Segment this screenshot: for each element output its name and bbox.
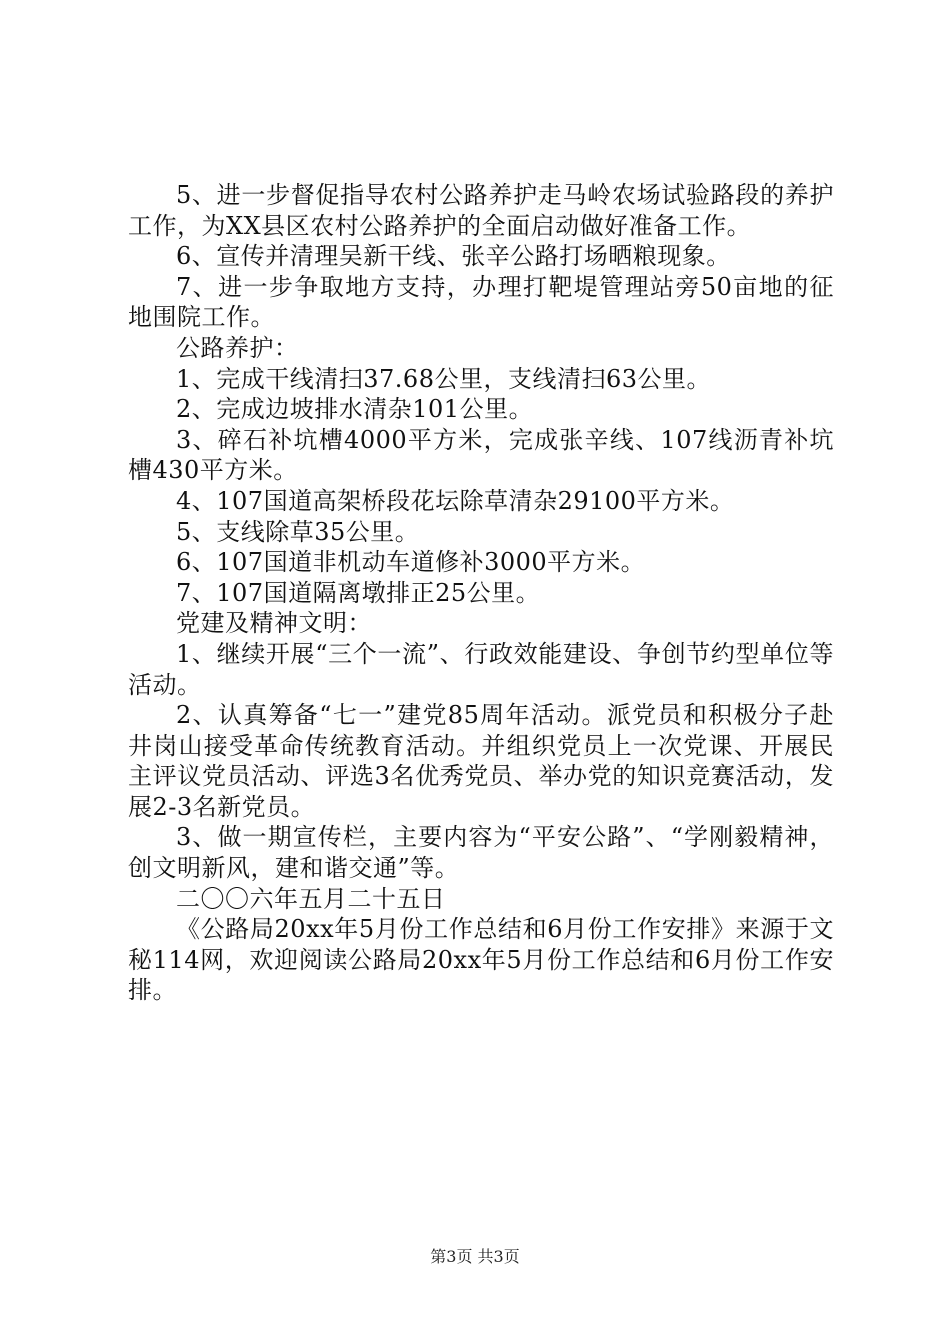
maintenance-item-2: 2、完成边坡排水清杂101公里。 (176, 395, 534, 424)
page-number-footer: 第3页 共3页 (430, 1247, 520, 1266)
maintenance-item-5: 5、支线除草35公里。 (176, 517, 420, 546)
maintenance-item-4: 4、107国道高架桥段花坛除草清杂29100平方米。 (176, 486, 735, 515)
maintenance-item-7: 7、107国道隔离墩排正25公里。 (176, 578, 541, 607)
paragraph-item-6-publicity: 6、宣传并清理吴新干线、张辛公路打场晒粮现象。 (176, 242, 731, 271)
maintenance-item-1: 1、完成干线清扫37.68公里，支线清扫63公里。 (176, 364, 712, 393)
party-item-1: 1、继续开展“三个一流”、行政效能建设、争创节约型单位等活动。 (128, 639, 834, 699)
maintenance-item-3: 3、碎石补坑槽4000平方米，完成张辛线、107线沥青补坑槽430平方米。 (128, 425, 834, 485)
maintenance-item-6: 6、107国道非机动车道修补3000平方米。 (176, 548, 646, 577)
paragraph-item-7-land-acquisition: 7、进一步争取地方支持，办理打靶堤管理站旁50亩地的征地围院工作。 (128, 272, 834, 332)
paragraph-item-5-road-maintenance: 5、进一步督促指导农村公路养护走马岭农场试验路段的养护工作，为XX县区农村公路养护的全面启动做好准备工作。 (128, 181, 834, 240)
party-item-3: 3、做一期宣传栏，主要内容为“平安公路”、“学刚毅精神，创文明新风，建和谐交通”等。 (128, 823, 834, 883)
document-body (128, 180, 834, 1006)
party-item-2: 2、认真筹备“七一”建党85周年活动。派党员和积极分子赴井岗山接受革命传统教育活动。并组织党员上一次党课、开展民主评议党员活动、评选3名优秀党员、举办党的知识竞赛活动，发展2-3名新党员。 (128, 701, 834, 821)
section-heading-road-maintenance: 公路养护： (176, 333, 299, 362)
section-heading-party-building: 党建及精神文明： (176, 609, 372, 638)
source-note: 《公路局20xx年5月份工作总结和6月份工作安排》来源于文秘114网，欢迎阅读公路局20xx年5月份工作总结和6月份工作安排。 (128, 915, 834, 1005)
document-date: 二〇〇六年五月二十五日 (176, 884, 446, 913)
